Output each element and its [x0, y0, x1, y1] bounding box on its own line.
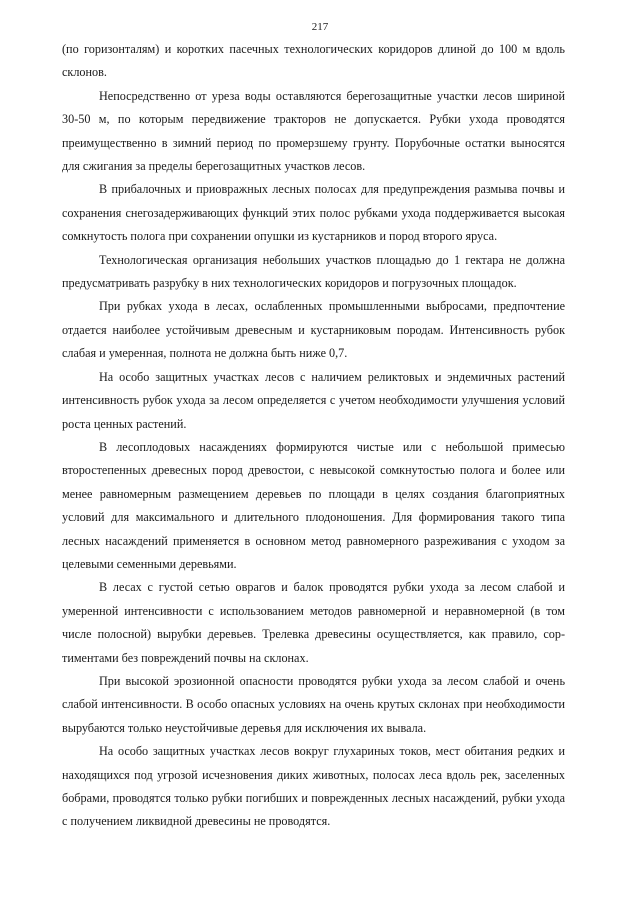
paragraph-8: В лесах с густой сетью оврагов и балок проводятся рубки ухода за лесом слабой и умеренной интенсивности с использованием методов равномерной и неравномерной (в том числе полосной) вырубки деревьев. Трелевка древесины осуществляется, как правило, сортиментами без повреждений почвы на склонах.	[62, 580, 565, 665]
paragraph-1: (по горизонталям) и коротких пасечных технологических коридоров длиной до 100 м вдоль склонов.	[62, 42, 565, 80]
paragraph-6: На особо защитных участках лесов с наличием реликтовых и эндемичных растений интенсивность рубок ухода за лесом определяется с учетом необходимости улучшения условий роста ценных растений.	[62, 369, 565, 431]
paragraph-7: В лесоплодовых насаждениях формируются чистые или с небольшой примесью второстепенных древесных пород древостои, с невысокой сомкнутостью полога и более или менее равномерным размещением деревьев по площади в целях создания благоприятных условий для максимального и длительного плодоношения. Для формирования такого типа лесных насаждений применяется в основном метод равномерного разреживания с уходом за целевыми семенными деревьями.	[62, 439, 565, 571]
paragraph-9: При высокой эрозионной опасности проводятся рубки ухода за лесом слабой и очень слабой интенсивности. В особо опасных условиях на очень крутых склонах при необходимости вырубаются только неустойчивые деревья для исключения их вывала.	[62, 673, 565, 735]
paragraph-5: При рубках ухода в лесах, ослабленных промышленными выбросами, предпочтение отдается наиболее устойчивым древесным и кустарниковым породам. Интенсивность рубок слабая и умеренная, полнота не должна быть ниже 0,7.	[62, 299, 565, 361]
paragraph-2: Непосредственно от уреза воды оставляются берегозащитные участки лесов шириной 30-50 м, по которым передвижение тракторов не допускается. Рубки ухода проводятся преимущественно в зимний период по промерзшему грунту. Порубочные остатки выносятся для сжигания за пределы берегозащитных участков лесов.	[62, 88, 565, 174]
page-number: 217	[311, 21, 329, 33]
paragraph-4: Технологическая организация небольших участков площадью до 1 гектара не должна предусматривать разрубку в них технологических коридоров и погрузочных площадок.	[62, 252, 565, 291]
paragraph-10: На особо защитных участках лесов вокруг глухариных токов, мест обитания редких и находящихся под угрозой исчезновения диких животных, полосах леса вдоль рек, заселенных бобрами, проводятся только рубки погибших и поврежденных лесных насаждений, рубки ухода с получением ликвидной древесины не проводятся.	[62, 744, 565, 829]
paragraph-3: В прибалочных и приовражных лесных полосах для предупреждения размыва почвы и сохранения снегозадерживающих функций этих полос рубками ухода поддерживается высокая сомкнутость полога при сохранении опушки из кустарников и пород второго яруса.	[62, 182, 565, 244]
document-body	[62, 38, 565, 834]
